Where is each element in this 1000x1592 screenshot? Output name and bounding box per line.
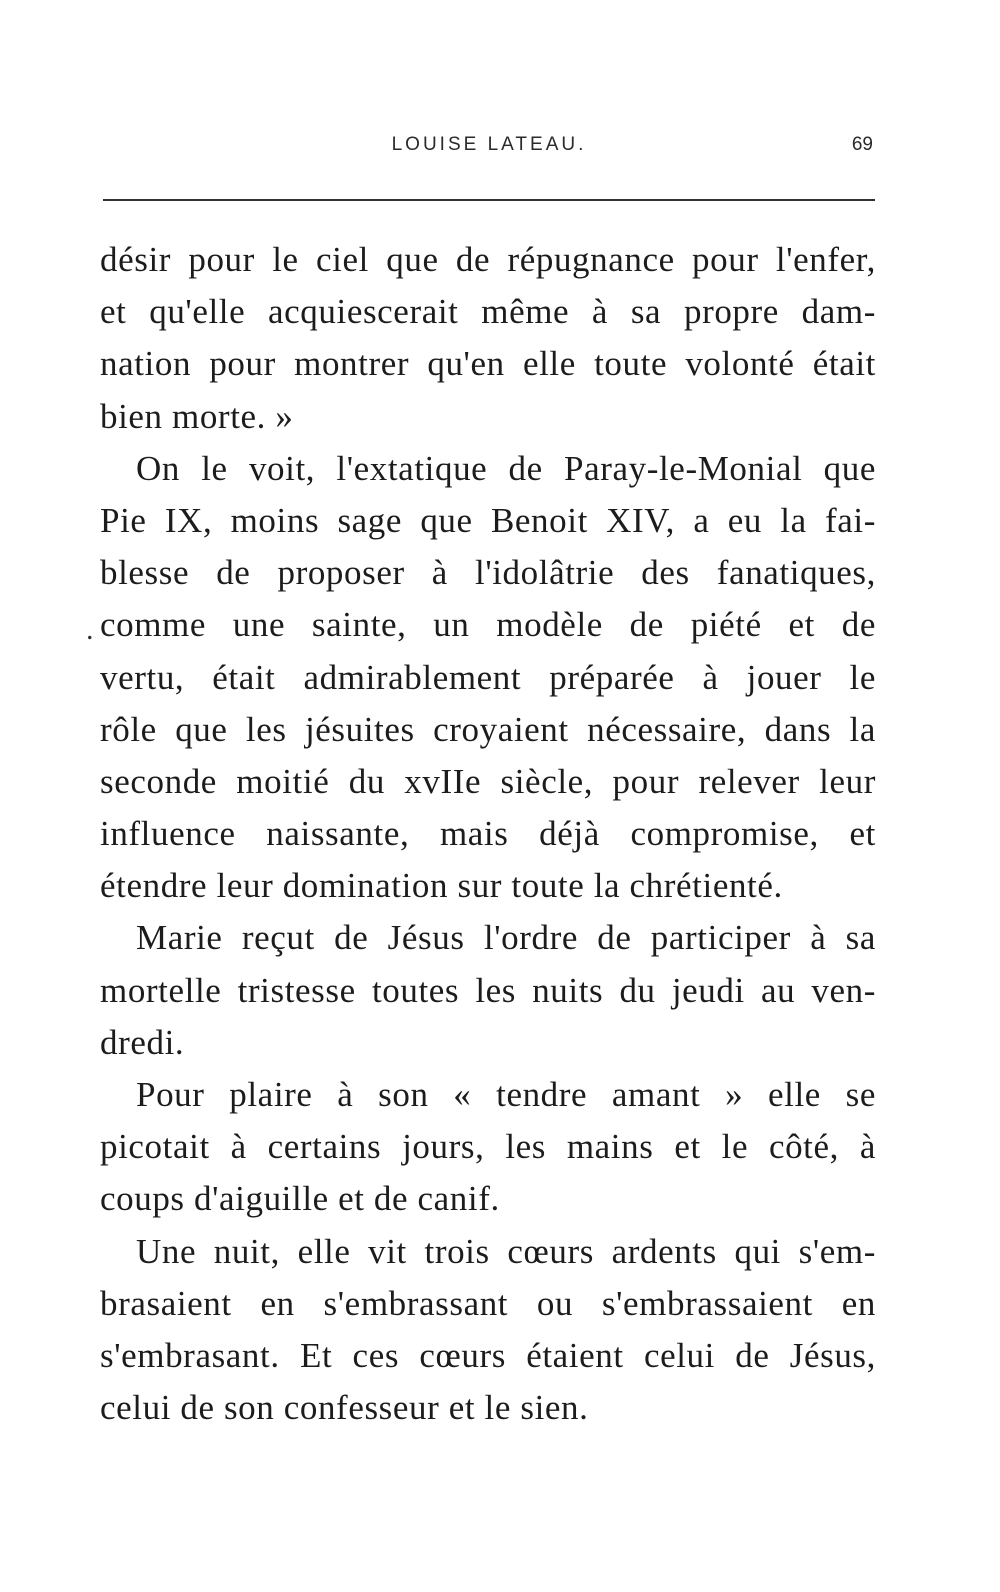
text-line: Une nuit, elle vit trois cœurs ardents qui s'em-	[136, 1231, 876, 1271]
text-line: et qu'elle acquiescerait même à sa propre dam-	[100, 292, 876, 332]
text-line: seconde moitié du xvIIe siècle, pour relever leur	[100, 761, 876, 801]
running-title: LOUISE LATEAU.	[391, 134, 587, 155]
text-line: comme une sainte, un modèle de piété et de	[100, 605, 876, 645]
text-line: Pie IX, moins sage que Benoit XIV, a eu la fai-	[100, 500, 876, 540]
text-line: s'embrasant. Et ces cœurs étaient celui de Jésus,	[100, 1335, 876, 1375]
text-line: bien morte. »	[100, 396, 294, 436]
running-header	[103, 134, 875, 164]
text-line: rôle que les jésuites croyaient nécessaire, dans la	[100, 709, 876, 749]
text-line: coups d'aiguille et de canif.	[100, 1179, 500, 1219]
text-line: vertu, était admirablement préparée à jouer le	[100, 657, 876, 697]
text-line: nation pour montrer qu'en elle toute volonté était	[100, 344, 876, 384]
text-line: influence naissante, mais déjà compromise, et	[100, 814, 876, 854]
text-line: étendre leur domination sur toute la chrétienté.	[100, 866, 783, 906]
header-rule	[103, 199, 875, 201]
text-line: Pour plaire à son « tendre amant » elle se	[136, 1075, 876, 1114]
stray-mark: .	[86, 613, 94, 646]
text-line: mortelle tristesse toutes les nuits du jeudi au ven-	[100, 970, 876, 1010]
text-line: dredi.	[100, 1022, 185, 1062]
page-number: 69	[851, 134, 873, 155]
text-line: désir pour le ciel que de répugnance pour l'enfer,	[100, 240, 876, 279]
text-line: brasaient en s'embrassant ou s'embrassaient en	[100, 1283, 876, 1323]
text-line: picotait à certains jours, les mains et le côté, à	[100, 1127, 876, 1167]
text-line: celui de son confesseur et le sien.	[100, 1388, 589, 1428]
text-line: blesse de proposer à l'idolâtrie des fanatiques,	[100, 553, 876, 593]
text-line: Marie reçut de Jésus l'ordre de participer à sa	[136, 918, 876, 958]
body-text	[100, 234, 876, 1434]
text-line: On le voit, l'extatique de Paray-le-Monial que	[136, 448, 876, 488]
